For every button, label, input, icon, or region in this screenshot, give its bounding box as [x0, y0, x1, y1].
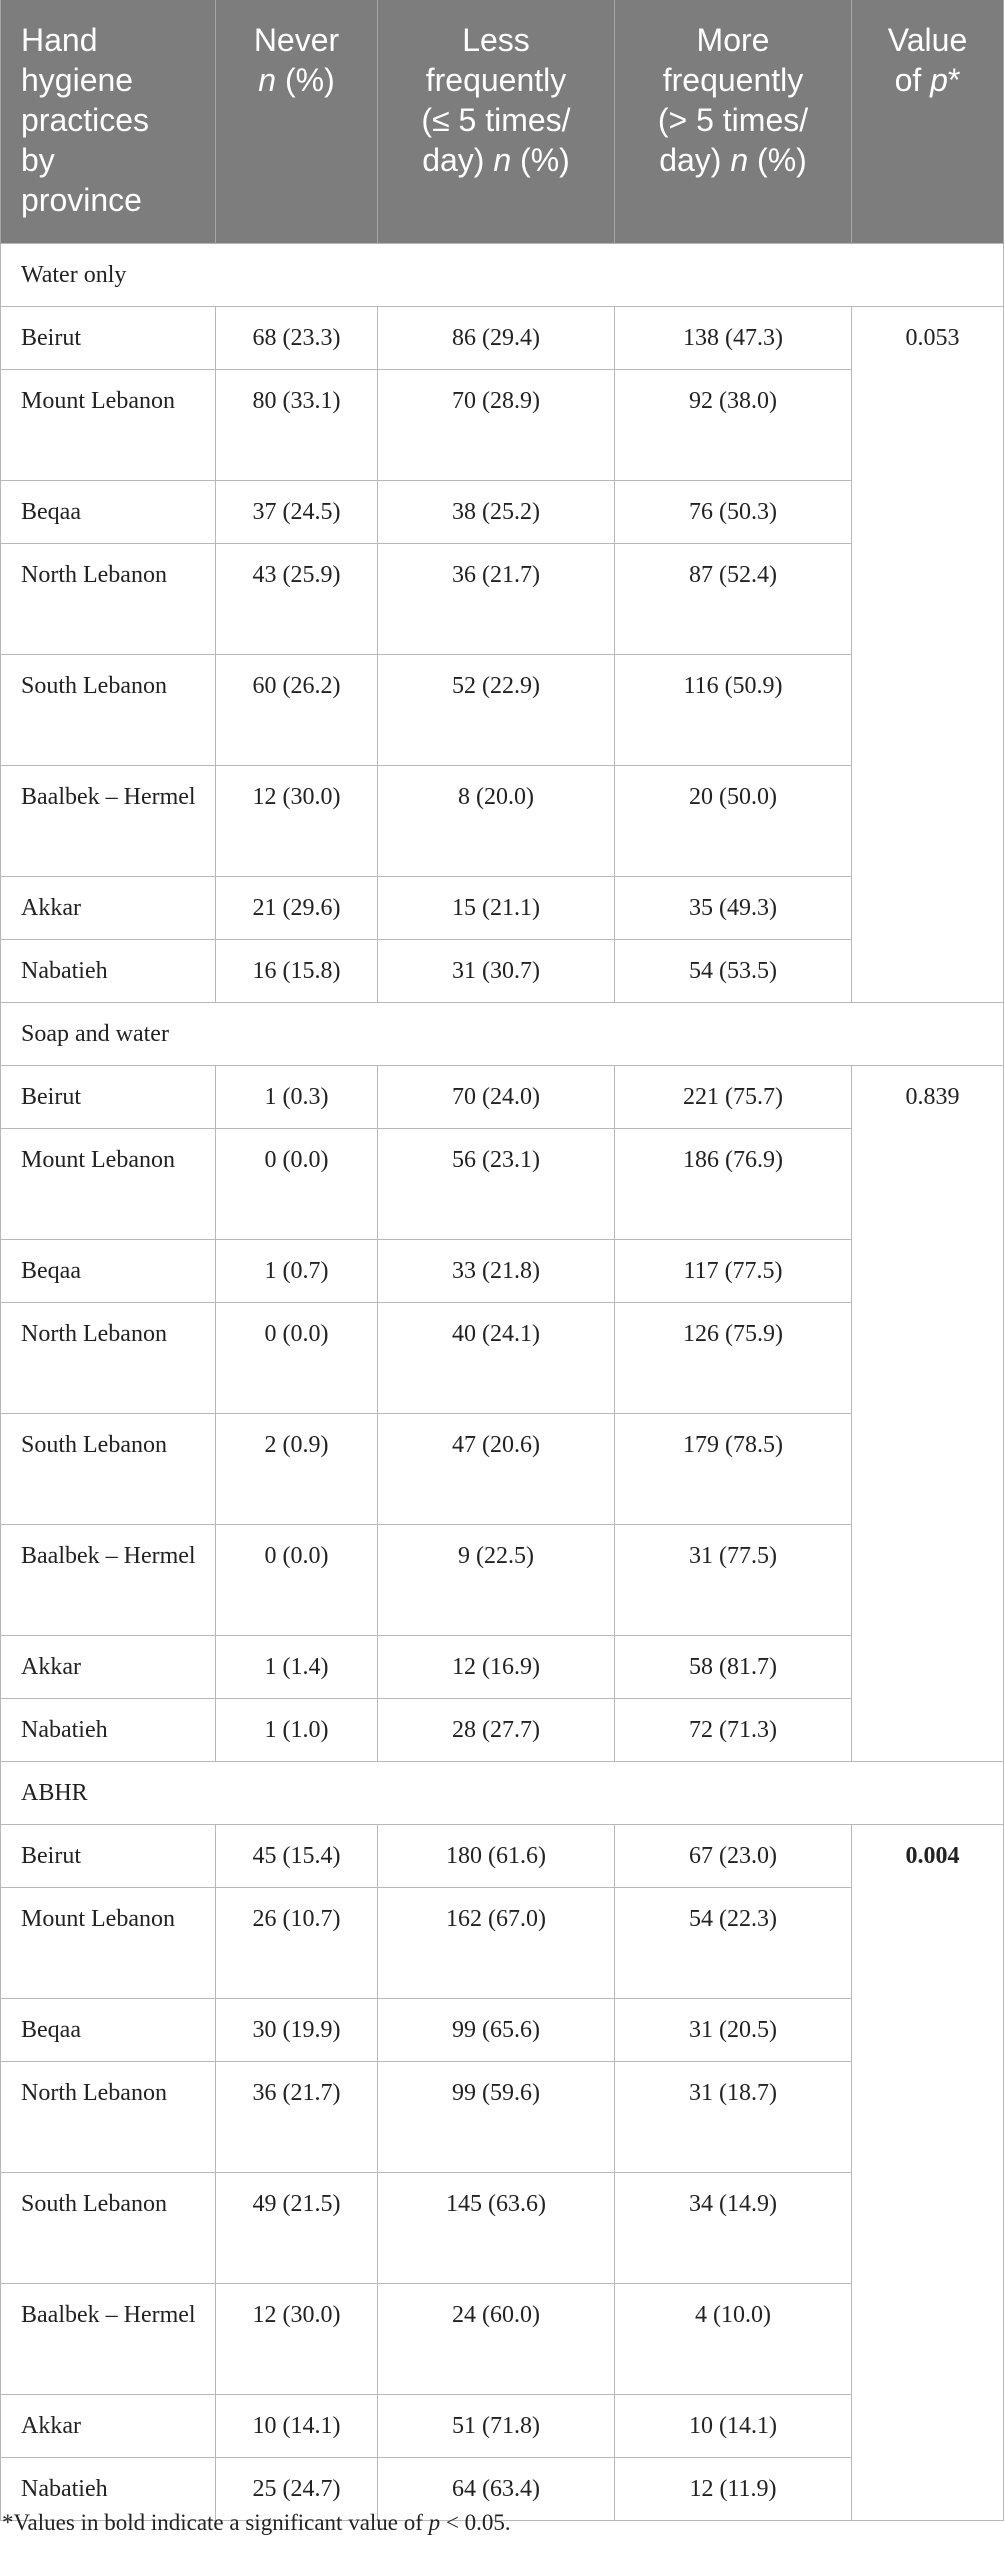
header-more-frequently [615, 0, 852, 243]
less-frequently-cell: 9 (22.5) [378, 1524, 615, 1635]
province-cell: Akkar [1, 2394, 216, 2457]
never-cell: 21 (29.6) [216, 876, 378, 939]
header-text: practices [21, 102, 150, 138]
never-cell: 2 (0.9) [216, 1413, 378, 1524]
never-cell: 1 (0.3) [216, 1065, 378, 1128]
more-frequently-cell: 54 (53.5) [615, 939, 852, 1002]
never-cell: 68 (23.3) [216, 306, 378, 369]
table-row [1, 1824, 1004, 1887]
more-frequently-cell: 31 (77.5) [615, 1524, 852, 1635]
header-text: day) n (%) [659, 142, 807, 178]
header-text: Value [887, 22, 968, 58]
province-cell: South Lebanon [1, 1413, 216, 1524]
less-frequently-cell: 24 (60.0) [378, 2283, 615, 2394]
province-cell: Nabatieh [1, 939, 216, 1002]
more-frequently-cell: 221 (75.7) [615, 1065, 852, 1128]
more-frequently-cell: 10 (14.1) [615, 2394, 852, 2457]
more-frequently-cell: 67 (23.0) [615, 1824, 852, 1887]
section-row [1, 1761, 1004, 1824]
province-cell: Beirut [1, 306, 216, 369]
never-cell: 45 (15.4) [216, 1824, 378, 1887]
table-row [1, 306, 1004, 369]
more-frequently-cell: 179 (78.5) [615, 1413, 852, 1524]
never-cell: 25 (24.7) [216, 2457, 378, 2520]
province-cell: Baalbek – Hermel [1, 1524, 216, 1635]
more-frequently-cell: 116 (50.9) [615, 654, 852, 765]
table-body [1, 243, 1004, 2520]
never-cell: 0 (0.0) [216, 1128, 378, 1239]
never-cell: 43 (25.9) [216, 543, 378, 654]
more-frequently-cell: 126 (75.9) [615, 1302, 852, 1413]
header-text: (> 5 times/ [657, 102, 809, 138]
never-cell: 16 (15.8) [216, 939, 378, 1002]
less-frequently-cell: 28 (27.7) [378, 1698, 615, 1761]
never-cell: 30 (19.9) [216, 1998, 378, 2061]
province-cell: Baalbek – Hermel [1, 765, 216, 876]
less-frequently-cell: 99 (59.6) [378, 2061, 615, 2172]
province-cell: North Lebanon [1, 1302, 216, 1413]
header-text: of p* [894, 62, 961, 98]
more-frequently-cell: 87 (52.4) [615, 543, 852, 654]
less-frequently-cell: 8 (20.0) [378, 765, 615, 876]
province-cell: North Lebanon [1, 2061, 216, 2172]
more-frequently-cell: 20 (50.0) [615, 765, 852, 876]
less-frequently-cell: 51 (71.8) [378, 2394, 615, 2457]
never-cell: 0 (0.0) [216, 1524, 378, 1635]
more-frequently-cell: 54 (22.3) [615, 1887, 852, 1998]
header-text: day) n (%) [422, 142, 570, 178]
less-frequently-cell: 38 (25.2) [378, 480, 615, 543]
section-label: ABHR [1, 1761, 1004, 1824]
less-frequently-cell: 40 (24.1) [378, 1302, 615, 1413]
p-value-cell: 0.053 [852, 306, 1004, 1002]
province-cell: Mount Lebanon [1, 1887, 216, 1998]
less-frequently-cell: 70 (28.9) [378, 369, 615, 480]
never-cell: 60 (26.2) [216, 654, 378, 765]
less-frequently-cell: 47 (20.6) [378, 1413, 615, 1524]
less-frequently-cell: 56 (23.1) [378, 1128, 615, 1239]
never-cell: 1 (0.7) [216, 1239, 378, 1302]
less-frequently-cell: 180 (61.6) [378, 1824, 615, 1887]
header-text: frequently [662, 62, 804, 98]
less-frequently-cell: 15 (21.1) [378, 876, 615, 939]
more-frequently-cell: 117 (77.5) [615, 1239, 852, 1302]
never-cell: 1 (1.0) [216, 1698, 378, 1761]
more-frequently-cell: 35 (49.3) [615, 876, 852, 939]
section-label: Water only [1, 243, 1004, 306]
province-cell: Beqaa [1, 1998, 216, 2061]
header-text: Hand [21, 22, 98, 58]
province-cell: Beirut [1, 1065, 216, 1128]
section-label: Soap and water [1, 1002, 1004, 1065]
footnote: *Values in bold indicate a significant value of p < 0.05. [2, 2510, 511, 2535]
never-cell: 12 (30.0) [216, 765, 378, 876]
never-cell: 26 (10.7) [216, 1887, 378, 1998]
more-frequently-cell: 58 (81.7) [615, 1635, 852, 1698]
less-frequently-cell: 86 (29.4) [378, 306, 615, 369]
header-text: province [21, 182, 142, 218]
less-frequently-cell: 33 (21.8) [378, 1239, 615, 1302]
less-frequently-cell: 70 (24.0) [378, 1065, 615, 1128]
p-value-cell: 0.004 [852, 1824, 1004, 2520]
header-p-value [852, 0, 1004, 243]
province-cell: Baalbek – Hermel [1, 2283, 216, 2394]
p-value-cell: 0.839 [852, 1065, 1004, 1761]
less-frequently-cell: 52 (22.9) [378, 654, 615, 765]
province-cell: Beqaa [1, 480, 216, 543]
never-cell: 49 (21.5) [216, 2172, 378, 2283]
province-cell: South Lebanon [1, 2172, 216, 2283]
header-text: n (%) [258, 62, 335, 98]
more-frequently-cell: 12 (11.9) [615, 2457, 852, 2520]
province-cell: Beirut [1, 1824, 216, 1887]
province-cell: North Lebanon [1, 543, 216, 654]
never-cell: 1 (1.4) [216, 1635, 378, 1698]
province-cell: Akkar [1, 1635, 216, 1698]
header-text: frequently [425, 62, 567, 98]
less-frequently-cell: 99 (65.6) [378, 1998, 615, 2061]
province-cell: Beqaa [1, 1239, 216, 1302]
province-cell: Nabatieh [1, 1698, 216, 1761]
never-cell: 12 (30.0) [216, 2283, 378, 2394]
more-frequently-cell: 31 (18.7) [615, 2061, 852, 2172]
header-text: More [696, 22, 770, 58]
province-cell: South Lebanon [1, 654, 216, 765]
header-practices-by-province [1, 0, 216, 243]
province-cell: Nabatieh [1, 2457, 216, 2520]
province-cell: Mount Lebanon [1, 369, 216, 480]
never-cell: 10 (14.1) [216, 2394, 378, 2457]
header-text: Never [253, 22, 340, 58]
more-frequently-cell: 72 (71.3) [615, 1698, 852, 1761]
less-frequently-cell: 145 (63.6) [378, 2172, 615, 2283]
header-never [216, 0, 378, 243]
never-cell: 0 (0.0) [216, 1302, 378, 1413]
less-frequently-cell: 162 (67.0) [378, 1887, 615, 1998]
header-text: hygiene [21, 62, 134, 98]
section-row [1, 1002, 1004, 1065]
province-cell: Mount Lebanon [1, 1128, 216, 1239]
header-text: Less [462, 22, 530, 58]
less-frequently-cell: 31 (30.7) [378, 939, 615, 1002]
header-text: by [21, 142, 55, 178]
less-frequently-cell: 64 (63.4) [378, 2457, 615, 2520]
section-row [1, 243, 1004, 306]
province-cell: Akkar [1, 876, 216, 939]
more-frequently-cell: 138 (47.3) [615, 306, 852, 369]
table-row [1, 1065, 1004, 1128]
never-cell: 36 (21.7) [216, 2061, 378, 2172]
never-cell: 80 (33.1) [216, 369, 378, 480]
header-text: (≤ 5 times/ [421, 102, 571, 138]
more-frequently-cell: 34 (14.9) [615, 2172, 852, 2283]
more-frequently-cell: 186 (76.9) [615, 1128, 852, 1239]
header-less-frequently [378, 0, 615, 243]
more-frequently-cell: 76 (50.3) [615, 480, 852, 543]
less-frequently-cell: 36 (21.7) [378, 543, 615, 654]
less-frequently-cell: 12 (16.9) [378, 1635, 615, 1698]
more-frequently-cell: 92 (38.0) [615, 369, 852, 480]
more-frequently-cell: 4 (10.0) [615, 2283, 852, 2394]
more-frequently-cell: 31 (20.5) [615, 1998, 852, 2061]
never-cell: 37 (24.5) [216, 480, 378, 543]
table-header [1, 0, 1004, 243]
